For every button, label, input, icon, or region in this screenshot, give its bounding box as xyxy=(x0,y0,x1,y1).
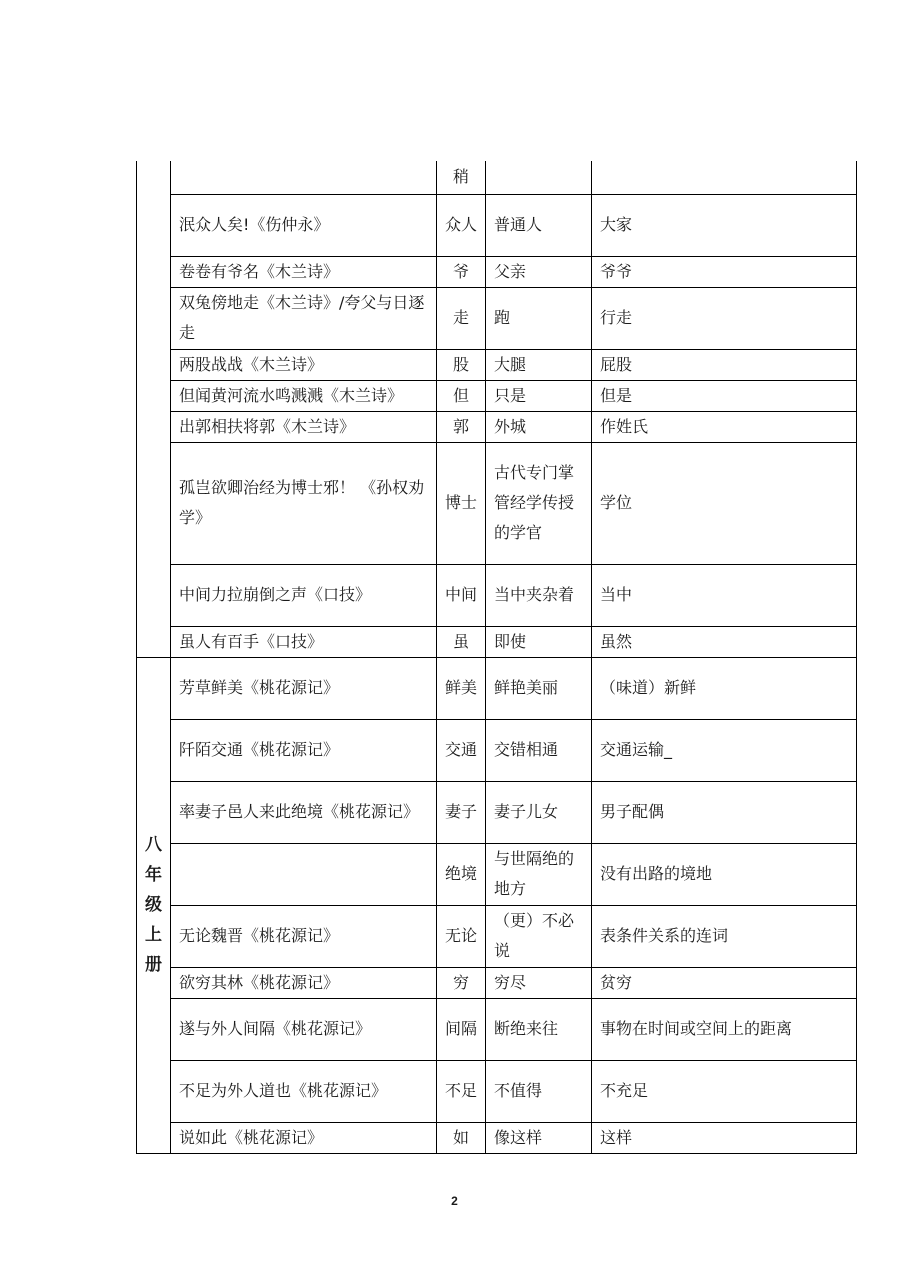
ancient-meaning-cell: 像这样 xyxy=(486,1122,592,1153)
modern-meaning-cell: 不充足 xyxy=(592,1060,857,1122)
grade-label-cell xyxy=(137,657,171,1153)
ancient-meaning-cell: 只是 xyxy=(486,380,592,411)
modern-meaning-cell: 大家 xyxy=(592,194,857,256)
sentence-cell: 中间力拉崩倒之声《口技》 xyxy=(171,564,437,626)
sentence-cell: 卷卷有爷名《木兰诗》 xyxy=(171,256,437,287)
modern-meaning-cell xyxy=(592,161,857,194)
table-row xyxy=(137,1122,857,1153)
modern-meaning-cell: 爷爷 xyxy=(592,256,857,287)
word-cell: 穷 xyxy=(437,967,486,998)
table-row xyxy=(137,967,857,998)
sentence-cell: 芳草鲜美《桃花源记》 xyxy=(171,657,437,719)
word-cell: 鲜美 xyxy=(437,657,486,719)
ancient-meaning-cell: 妻子儿女 xyxy=(486,781,592,843)
modern-meaning-cell: （味道）新鲜 xyxy=(592,657,857,719)
modern-meaning-cell: 作姓氏 xyxy=(592,411,857,442)
table-row xyxy=(137,161,857,194)
table-row xyxy=(137,998,857,1060)
grade-label: 八年级上册 xyxy=(145,835,162,975)
ancient-meaning-cell: 穷尽 xyxy=(486,967,592,998)
table-row xyxy=(137,442,857,564)
word-cell: 股 xyxy=(437,349,486,380)
word-cell: 稍 xyxy=(437,161,486,194)
sentence-cell: 但闻黄河流水鸣溅溅《木兰诗》 xyxy=(171,380,437,411)
ancient-meaning-cell: 交错相通 xyxy=(486,719,592,781)
ancient-meaning-cell xyxy=(486,161,592,194)
table-body xyxy=(137,161,857,1153)
ancient-meaning-cell: 即使 xyxy=(486,626,592,657)
ancient-meaning-cell: 大腿 xyxy=(486,349,592,380)
table-row xyxy=(137,905,857,967)
sentence-cell: 两股战战《木兰诗》 xyxy=(171,349,437,380)
word-cell: 中间 xyxy=(437,564,486,626)
word-cell: 虽 xyxy=(437,626,486,657)
word-cell: 走 xyxy=(437,287,486,349)
word-cell: 交通 xyxy=(437,719,486,781)
word-cell: 博士 xyxy=(437,442,486,564)
sentence-cell: 出郭相扶将郭《木兰诗》 xyxy=(171,411,437,442)
modern-meaning-cell: 屁股 xyxy=(592,349,857,380)
table-row xyxy=(137,256,857,287)
page-number: 2 xyxy=(451,1194,458,1208)
ancient-meaning-cell: （更）不必说 xyxy=(486,905,592,967)
sentence-cell: 遂与外人间隔《桃花源记》 xyxy=(171,998,437,1060)
word-cell: 但 xyxy=(437,380,486,411)
word-cell: 无论 xyxy=(437,905,486,967)
modern-meaning-cell: 没有出路的境地 xyxy=(592,843,857,905)
modern-meaning-cell: 当中 xyxy=(592,564,857,626)
table-row xyxy=(137,380,857,411)
sentence-cell: 孤岂欲卿治经为博士邪！ 《孙权劝学》 xyxy=(171,442,437,564)
sentence-cell: 不足为外人道也《桃花源记》 xyxy=(171,1060,437,1122)
table-row xyxy=(137,287,857,349)
sentence-cell: 阡陌交通《桃花源记》 xyxy=(171,719,437,781)
table-row xyxy=(137,781,857,843)
word-cell: 郭 xyxy=(437,411,486,442)
ancient-meaning-cell: 外城 xyxy=(486,411,592,442)
sentence-cell: 虽人有百手《口技》 xyxy=(171,626,437,657)
sentence-cell: 双兔傍地走《木兰诗》/夸父与日逐走 xyxy=(171,287,437,349)
modern-meaning-cell: 交通运输_ xyxy=(592,719,857,781)
table-row xyxy=(137,194,857,256)
ancient-meaning-cell: 跑 xyxy=(486,287,592,349)
table-row xyxy=(137,411,857,442)
sentence-cell: 欲穷其林《桃花源记》 xyxy=(171,967,437,998)
word-cell: 爷 xyxy=(437,256,486,287)
word-cell: 不足 xyxy=(437,1060,486,1122)
sentence-cell: 无论魏晋《桃花源记》 xyxy=(171,905,437,967)
table-row xyxy=(137,626,857,657)
ancient-meaning-cell: 父亲 xyxy=(486,256,592,287)
modern-meaning-cell: 虽然 xyxy=(592,626,857,657)
sentence-cell: 说如此《桃花源记》 xyxy=(171,1122,437,1153)
ancient-meaning-cell: 当中夹杂着 xyxy=(486,564,592,626)
modern-meaning-cell: 学位 xyxy=(592,442,857,564)
sentence-cell: 泯众人矣!《伤仲永》 xyxy=(171,194,437,256)
ancient-meaning-cell: 普通人 xyxy=(486,194,592,256)
word-cell: 间隔 xyxy=(437,998,486,1060)
table-row xyxy=(137,349,857,380)
ancient-meaning-cell: 与世隔绝的地方 xyxy=(486,843,592,905)
ancient-meaning-cell: 断绝来往 xyxy=(486,998,592,1060)
sentence-cell xyxy=(171,161,437,194)
table-row xyxy=(137,1060,857,1122)
table-row xyxy=(137,843,857,905)
grade-cell-continued xyxy=(137,161,171,657)
table-row xyxy=(137,657,857,719)
table-row xyxy=(137,719,857,781)
modern-meaning-cell: 事物在时间或空间上的距离 xyxy=(592,998,857,1060)
vocabulary-table xyxy=(136,161,857,1154)
ancient-meaning-cell: 鲜艳美丽 xyxy=(486,657,592,719)
modern-meaning-cell: 贫穷 xyxy=(592,967,857,998)
table-row xyxy=(137,564,857,626)
ancient-meaning-cell: 古代专门掌管经学传授的学官 xyxy=(486,442,592,564)
word-cell: 妻子 xyxy=(437,781,486,843)
sentence-cell xyxy=(171,843,437,905)
word-cell: 众人 xyxy=(437,194,486,256)
modern-meaning-cell: 行走 xyxy=(592,287,857,349)
modern-meaning-cell: 这样 xyxy=(592,1122,857,1153)
modern-meaning-cell: 但是 xyxy=(592,380,857,411)
word-cell: 绝境 xyxy=(437,843,486,905)
sentence-cell: 率妻子邑人来此绝境《桃花源记》 xyxy=(171,781,437,843)
modern-meaning-cell: 表条件关系的连词 xyxy=(592,905,857,967)
ancient-meaning-cell: 不值得 xyxy=(486,1060,592,1122)
word-cell: 如 xyxy=(437,1122,486,1153)
modern-meaning-cell: 男子配偶 xyxy=(592,781,857,843)
